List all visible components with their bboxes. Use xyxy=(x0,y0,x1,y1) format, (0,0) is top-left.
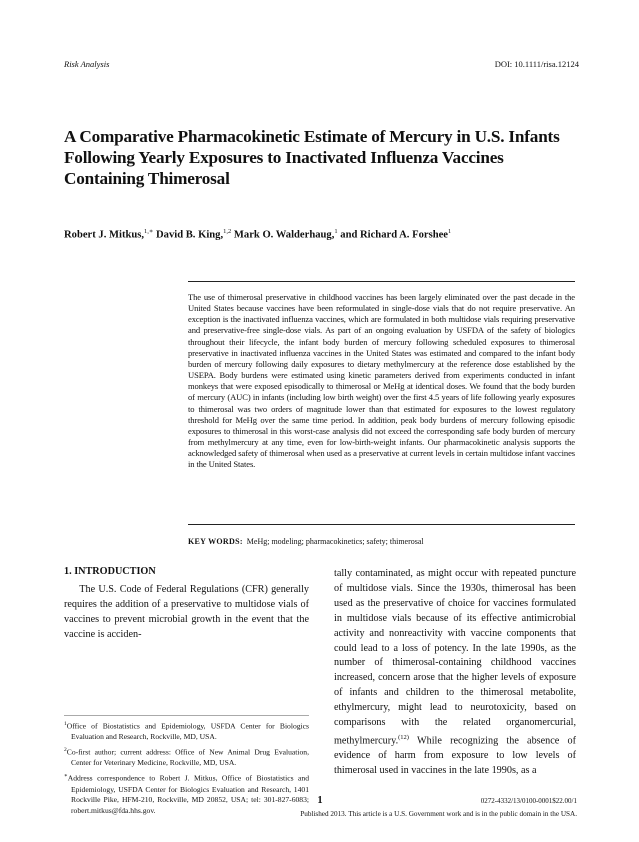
abstract: The use of thimerosal preservative in childhood vaccines has been largely eliminated over the past decade in the United States because vaccines have been reformulated in single-dose vials that do not require preservative. An exception is the inactivated influenza vaccines, which are formulated in both multidose vials requiring preservative and preservative-free single-dose vials. As part of an ongoing evaluation by USFDA of the safety of biologics throughout their lifecycle, the infant body burden of mercury following scheduled exposures to thimerosal preservative in inactivated influenza vaccines in the United States was estimated and compared to the infant body burden of mercury following daily exposures to dietary methylmercury at the reference dose established by the USEPA. Body burdens were estimated using kinetic parameters derived from experiments conducted in infant monkeys that were exposed episodically to thimerosal or MeHg at identical doses. We found that the body burden of mercury (AUC) in infants (including low birth weight) over the first 4.5 years of life following yearly exposures to thimerosal was two orders of magnitude lower than that estimated for exposures to the lowest regulatory threshold for MeHg over the same time period. In addition, peak body burdens of mercury following episodic exposures to thimerosal in this worst-case analysis did not exceed the corresponding safe body burden of mercury from methylmercury at any time, even for low-birth-weight infants. Our pharmacokinetic analysis supports the acknowledged safety of thimerosal when used as a preservative at current levels in certain multidose infant vaccines in the United States. xyxy=(188,292,575,470)
footnote-text: Address correspondence to Robert J. Mitkus, Office of Biostatistics and Epidemiology, USFDA Center for Biologics Evaluation and Research, 1401 Rockville Pike, HFM-210, Rockville, MD 20852, USA; tel: 301-827-6083; robert.mitkus@fda.hhs.gov. xyxy=(67,773,309,816)
section-heading: 1. INTRODUCTION xyxy=(64,566,156,577)
article-title: A Comparative Pharmacokinetic Estimate of Mercury in U.S. Infants Following Yearly Exposures to Inactivated Influenza Vaccines Containing Thimerosal xyxy=(64,127,560,188)
footnote-mark: 1 xyxy=(64,721,67,727)
intro-paragraph-left xyxy=(64,583,309,643)
author-affiliation-mark: 1,2 xyxy=(223,228,232,235)
issn-code: 0272-4332/13/0100-0001$22.00/1 xyxy=(480,797,577,805)
footnotes xyxy=(64,719,309,819)
author-list xyxy=(64,227,584,241)
keywords xyxy=(188,537,424,546)
footnote-separator xyxy=(64,715,309,716)
intro-text-right-b: While recognizing the absence of evidence of harm from exposure to low levels of thimerosal used in vaccines in the late 1990s, as a xyxy=(334,735,576,777)
footnote xyxy=(64,771,309,817)
abstract-top-rule xyxy=(188,281,575,282)
keywords-text: MeHg; modeling; pharmacokinetics; safety; thimerosal xyxy=(246,537,424,546)
author-name: Robert J. Mitkus, xyxy=(64,229,145,241)
author-affiliation-mark: 1 xyxy=(334,228,338,235)
intro-text-right-a: tally contaminated, as might occur with repeated puncture of multidose vials. Since the 1930s, thimerosal has been used as the preservative of choice for vaccines formulated in multidose vials because of its effective antimicrobial activity and nonreactivity with vaccine components that could lead to a loss of potency. In the late 1990s, as the number of thimerosal-containing childhood vaccines increased, concern arose that the higher levels of exposure of infants and children to the thimerosal metabolite, ethylmercury, might lead to neurotoxicity, based on comparisons with the related organomercurial, methylmercury. xyxy=(334,568,576,747)
author-name: Mark O. Walderhaug, xyxy=(233,229,335,241)
footnote-text: Office of Biostatistics and Epidemiology, USFDA Center for Biologics Evaluation and Research, Rockville, MD, USA. xyxy=(66,721,309,742)
keywords-label: KEY WORDS: xyxy=(188,537,243,546)
author-name: David B. King, xyxy=(156,229,224,241)
author-name: and Richard A. Forshee xyxy=(340,229,448,241)
author-affiliation-mark: 1,∗ xyxy=(144,228,154,235)
page-number: 1 xyxy=(317,795,323,806)
footnote xyxy=(64,745,309,769)
abstract-bottom-rule xyxy=(188,524,575,525)
doi[interactable]: DOI: 10.1111/risa.12124 xyxy=(494,59,579,69)
citation-reference[interactable]: (12) xyxy=(398,733,409,741)
footnote-text: Co-first author; current address: Office of New Animal Drug Evaluation, Center for Veterinary Medicine, Rockville, MD, USA. xyxy=(66,747,309,768)
intro-paragraph-right xyxy=(334,567,576,779)
footnote-mark: ∗ xyxy=(64,773,68,780)
author-affiliation-mark: 1 xyxy=(448,228,452,235)
intro-text-left: The U.S. Code of Federal Regulations (CFR) generally requires the addition of a preservative to multidose vials of vaccines to prevent microbial growth in the event that the vaccine is acciden- xyxy=(64,584,309,640)
journal-name: Risk Analysis xyxy=(64,59,110,69)
footnote-mark: 2 xyxy=(64,747,67,754)
publication-notice: Published 2013. This article is a U.S. Government work and is in the public domain in the USA. xyxy=(300,810,577,818)
footnote xyxy=(64,719,309,743)
